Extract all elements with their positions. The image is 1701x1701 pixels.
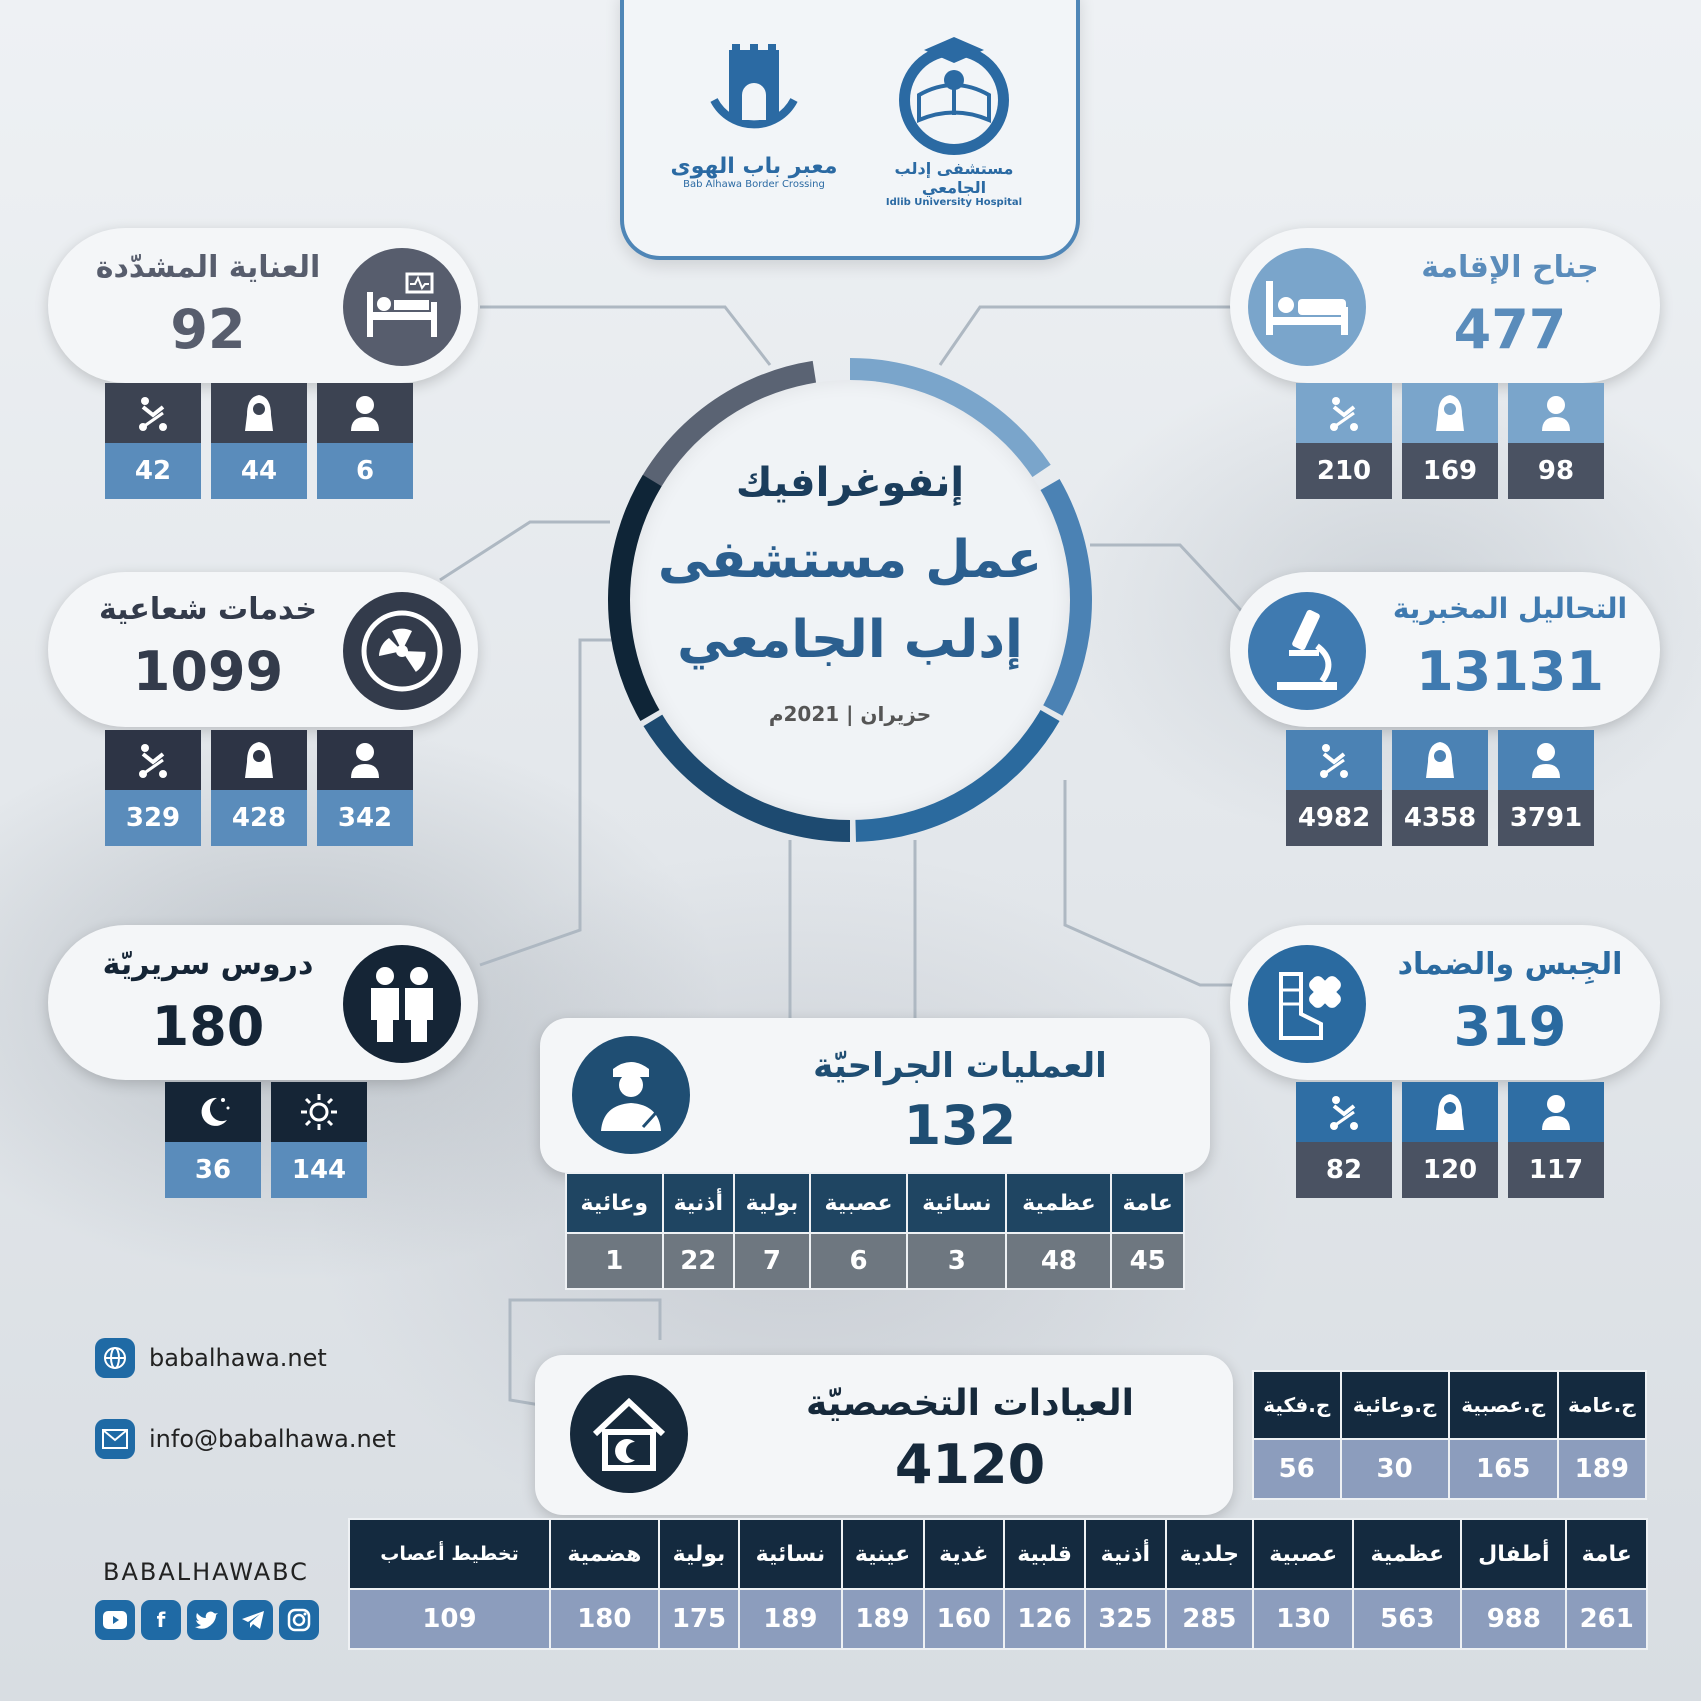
- email-contact[interactable]: [95, 1419, 396, 1459]
- clinics-header-cell: غدية: [924, 1519, 1005, 1589]
- surgical-clinics-header-cell: ج.عامة: [1558, 1371, 1646, 1439]
- surgical-clinics-value-cell: 30: [1341, 1439, 1449, 1499]
- hospital-title: مستشفى إدلب الجامعي: [894, 159, 1014, 197]
- lab-value: 13131: [1416, 640, 1604, 703]
- bab-alhawa-logo: [664, 40, 844, 190]
- clinic-house-icon: [570, 1375, 688, 1493]
- sun-icon: [271, 1082, 367, 1142]
- inpatient-children-count: 210: [1296, 443, 1392, 499]
- radiology-card: [48, 572, 478, 727]
- social-icons: [95, 1600, 319, 1640]
- man-icon: [317, 383, 413, 443]
- casts-breakdown: [1296, 1082, 1604, 1198]
- surgical-clinics-header-cell: ج.عصبية: [1449, 1371, 1558, 1439]
- surgical-clinics-table: [1252, 1370, 1647, 1500]
- university-hospital-icon: [889, 35, 1019, 155]
- surgeries-value-cell: 48: [1006, 1233, 1111, 1289]
- inpatient-card: [1230, 228, 1660, 383]
- inpatient-value: 477: [1453, 298, 1567, 361]
- icu-bed-icon: [343, 248, 461, 366]
- clinics-header-cell: عصبية: [1253, 1519, 1353, 1589]
- clinics-table: [348, 1518, 1648, 1650]
- facebook-icon[interactable]: f: [141, 1600, 181, 1640]
- telegram-icon[interactable]: [233, 1600, 273, 1640]
- surgical-clinics-value-row: [1253, 1439, 1646, 1499]
- lab-children-count: 4982: [1286, 790, 1382, 846]
- surgeries-header-cell: عظمية: [1006, 1173, 1111, 1233]
- bed-icon: [1248, 248, 1366, 366]
- logo-panel: [620, 0, 1080, 260]
- surgeries-header-cell: عصبية: [810, 1173, 907, 1233]
- lab-card: [1230, 572, 1660, 727]
- icu-children-count: 42: [105, 443, 201, 499]
- clinics-value-cell: 126: [1004, 1589, 1085, 1649]
- lab-breakdown: [1286, 730, 1594, 846]
- man-icon: [1508, 383, 1604, 443]
- surgeries-header-cell: أذنية: [663, 1173, 734, 1233]
- stroller-icon: [105, 383, 201, 443]
- stroller-icon: [1286, 730, 1382, 790]
- man-icon: [317, 730, 413, 790]
- clinics-value-cell: 109: [349, 1589, 550, 1649]
- surgeries-card: [540, 1018, 1210, 1173]
- stroller-icon: [1296, 383, 1392, 443]
- gate-icon: [694, 40, 814, 150]
- casts-women-count: 120: [1402, 1142, 1498, 1198]
- surgeries-header-row: [566, 1173, 1184, 1233]
- stroller-icon: [105, 730, 201, 790]
- woman-icon: [1402, 383, 1498, 443]
- mail-icon: [95, 1419, 135, 1459]
- woman-icon: [211, 730, 307, 790]
- icu-value: 92: [170, 298, 246, 361]
- moon-icon: [165, 1082, 261, 1142]
- website-contact[interactable]: [95, 1338, 327, 1378]
- bab-alhawa-title: معبر باب الهوى: [670, 154, 838, 179]
- lab-label: التحاليل المخبرية: [1392, 592, 1628, 625]
- inpatient-women-count: 169: [1402, 443, 1498, 499]
- clinics-header-cell: نسائية: [739, 1519, 841, 1589]
- woman-icon: [211, 383, 307, 443]
- surgeries-header-cell: نسائية: [907, 1173, 1006, 1233]
- surgeries-table: [565, 1172, 1185, 1290]
- clinics-value-cell: 160: [924, 1589, 1005, 1649]
- surgeries-value-cell: 45: [1111, 1233, 1184, 1289]
- inpatient-breakdown: [1296, 383, 1604, 499]
- clinics-value-cell: 180: [550, 1589, 659, 1649]
- day-lessons-count: 144: [271, 1142, 367, 1198]
- lab-men-count: 3791: [1498, 790, 1594, 846]
- clinics-header-cell: تخطيط أعصاب: [349, 1519, 550, 1589]
- radiology-men-count: 342: [317, 790, 413, 846]
- clinics-value-cell: 261: [1566, 1589, 1647, 1649]
- clinics-value-cell: 175: [659, 1589, 740, 1649]
- surgeon-icon: [572, 1036, 690, 1154]
- stroller-icon: [1296, 1082, 1392, 1142]
- doctors-icon: [343, 945, 461, 1063]
- clinics-header-row: [349, 1519, 1647, 1589]
- twitter-icon[interactable]: [187, 1600, 227, 1640]
- clinics-header-cell: بولية: [659, 1519, 740, 1589]
- hospital-work-title: عمل مستشفى: [657, 530, 1043, 590]
- night-lessons-count: 36: [165, 1142, 261, 1198]
- surgical-clinics-value-cell: 165: [1449, 1439, 1558, 1499]
- globe-icon: [95, 1338, 135, 1378]
- clinics-header-cell: عظمية: [1353, 1519, 1461, 1589]
- clinics-header-cell: عامة: [1566, 1519, 1647, 1589]
- surgeries-label: العمليات الجراحيّة: [813, 1046, 1107, 1086]
- clinics-header-cell: أذنية: [1085, 1519, 1166, 1589]
- casts-children-count: 82: [1296, 1142, 1392, 1198]
- clinical-lessons-card: [48, 925, 478, 1080]
- surgeries-value-row: [566, 1233, 1184, 1289]
- icu-breakdown: [105, 383, 413, 499]
- website-link[interactable]: babalhawa.net: [149, 1344, 327, 1372]
- surgeries-value-cell: 22: [663, 1233, 734, 1289]
- casts-value: 319: [1453, 995, 1567, 1058]
- cast-bandage-icon: [1248, 945, 1366, 1063]
- center-title-block: [630, 380, 1070, 820]
- man-icon: [1498, 730, 1594, 790]
- clinical-lessons-label: دروس سريريّة: [102, 947, 314, 982]
- casts-card: [1230, 925, 1660, 1080]
- icu-label: العناية المشدّدة: [95, 250, 321, 285]
- woman-icon: [1392, 730, 1488, 790]
- surgical-clinics-header-cell: ج.وعائية: [1341, 1371, 1449, 1439]
- instagram-icon[interactable]: [279, 1600, 319, 1640]
- hospital-subtitle: Idlib University Hospital: [885, 197, 1023, 208]
- clinics-header-cell: عينية: [842, 1519, 924, 1589]
- inpatient-men-count: 98: [1508, 443, 1604, 499]
- surgical-clinics-header-row: [1253, 1371, 1646, 1439]
- clinics-header-cell: جلدية: [1166, 1519, 1253, 1589]
- surgeries-value-cell: 6: [810, 1233, 907, 1289]
- lab-women-count: 4358: [1392, 790, 1488, 846]
- man-icon: [1508, 1082, 1604, 1142]
- social-handle: BABALHAWABC: [103, 1558, 309, 1586]
- radiology-value: 1099: [132, 640, 284, 703]
- clinics-header-cell: قلبية: [1004, 1519, 1085, 1589]
- radiology-women-count: 428: [211, 790, 307, 846]
- clinics-value-row: [349, 1589, 1647, 1649]
- clinics-value-cell: 189: [739, 1589, 841, 1649]
- clinics-value: 4120: [894, 1433, 1046, 1496]
- radiology-children-count: 329: [105, 790, 201, 846]
- clinics-header-cell: أطفال: [1461, 1519, 1566, 1589]
- clinics-value-cell: 285: [1166, 1589, 1253, 1649]
- clinics-card: [535, 1355, 1233, 1515]
- clinical-lessons-breakdown: [165, 1082, 367, 1198]
- radiology-breakdown: [105, 730, 413, 846]
- surgeries-value-cell: 3: [907, 1233, 1006, 1289]
- surgical-clinics-value-cell: 56: [1253, 1439, 1341, 1499]
- surgical-clinics-header-cell: ج.فكية: [1253, 1371, 1341, 1439]
- icu-card: [48, 228, 478, 383]
- clinics-value-cell: 189: [842, 1589, 924, 1649]
- infographic-title: إنفوغرافيك: [735, 460, 965, 506]
- clinics-header-cell: هضمية: [550, 1519, 659, 1589]
- icu-women-count: 44: [211, 443, 307, 499]
- surgeries-value-cell: 7: [734, 1233, 810, 1289]
- clinics-value-cell: 563: [1353, 1589, 1461, 1649]
- clinical-lessons-value: 180: [151, 995, 265, 1058]
- surgeries-header-cell: عامة: [1111, 1173, 1184, 1233]
- surgical-clinics-value-cell: 189: [1558, 1439, 1646, 1499]
- clinics-value-cell: 325: [1085, 1589, 1166, 1649]
- clinics-label: العيادات التخصصيّة: [806, 1383, 1134, 1424]
- woman-icon: [1402, 1082, 1498, 1142]
- radiology-label: خدمات شعاعية: [98, 592, 317, 627]
- email-link[interactable]: info@babalhawa.net: [149, 1425, 396, 1453]
- youtube-icon[interactable]: [95, 1600, 135, 1640]
- clinics-value-cell: 130: [1253, 1589, 1353, 1649]
- bab-alhawa-subtitle: Bab Alhawa Border Crossing: [683, 179, 825, 190]
- hospital-name-title: إدلب الجامعي: [677, 610, 1023, 670]
- surgeries-value-cell: 1: [566, 1233, 663, 1289]
- inpatient-label: جناح الإقامة: [1421, 250, 1599, 285]
- surgeries-value: 132: [903, 1094, 1017, 1157]
- surgeries-header-cell: وعائية: [566, 1173, 663, 1233]
- date-label: حزيران | 2021م: [768, 702, 932, 726]
- casts-label: الجِبس والضماد: [1397, 947, 1623, 982]
- surgeries-header-cell: بولية: [734, 1173, 810, 1233]
- microscope-icon: [1248, 592, 1366, 710]
- casts-men-count: 117: [1508, 1142, 1604, 1198]
- radiation-icon: [343, 592, 461, 710]
- clinics-value-cell: 988: [1461, 1589, 1566, 1649]
- hospital-logo: [864, 35, 1044, 208]
- icu-men-count: 6: [317, 443, 413, 499]
